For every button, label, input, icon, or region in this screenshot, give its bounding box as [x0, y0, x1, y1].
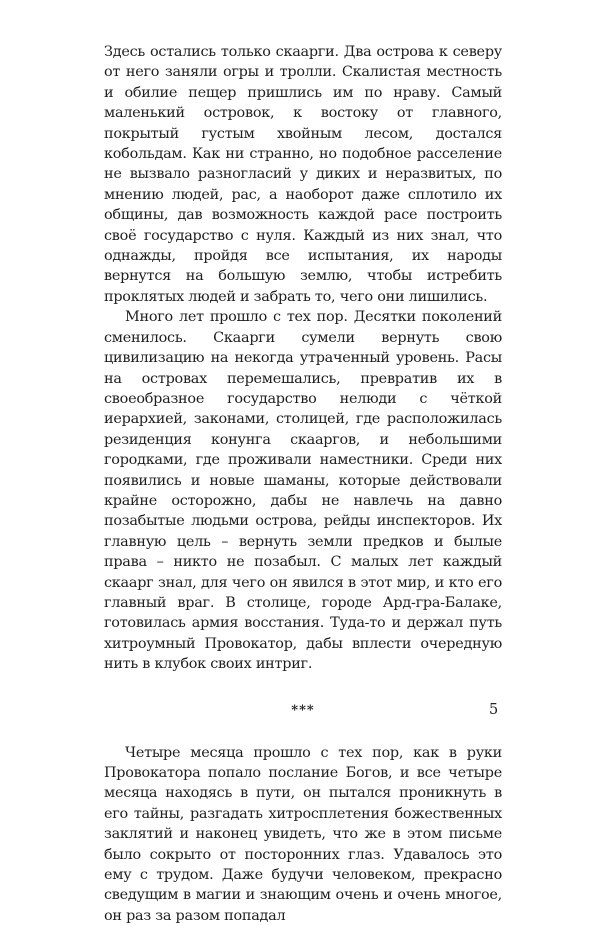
section-separator: ***: [291, 702, 315, 718]
page-number: 5: [489, 702, 499, 718]
page-body: [104, 42, 502, 926]
paragraph-1: Здесь остались только скаарги. Два острова к северу от него заняли огры и тролли. Скалистая местность и обилие пещер пришлись им по нраву. Самый маленький островок, к востоку от главного, покрытый густым хвойным лесом, достался кобольдам. Как ни странно, но подобное расселение не вызвало разногласий у диких и неразвитых, по мнению людей, рас, а наоборот даже сплотило их общины, дав возможность каждой расе построить своё государство с нуля. Каждый из них знал, что однажды, пройдя все испытания, их народы вернутся на большую землю, чтобы истребить проклятых людей и забрать то, чего они лишились.: [104, 44, 502, 305]
paragraph-3: Четыре месяца прошло с тех пор, как в руки Провокатора попало послание Богов, и все четыре месяца находясь в пути, он пытался проникнуть в его тайны, разгадать хитросплетения божественных заклятий и наконец увидеть, что же в этом письме было сокрыто от посторонних глаз. Удавалось это ему с трудом. Даже будучи человеком, прекрасно сведущим в магии и знающим очень и очень многое, он раз за разом попадал: [104, 744, 502, 924]
paragraph-2: Много лет прошло с тех пор. Десятки поколений сменилось. Скаарги сумели вернуть свою цивилизацию на некогда утраченный уровень. Расы на островах перемешались, превратив их в своеобразное государство нелюди с чёткой иерархией, законами, столицей, где расположилась резиденция конунга скааргов, и небольшими городками, где проживали наместники. Среди них появились и новые шаманы, которые действовали крайне осторожно, дабы не навлечь на давно позабытые людьми острова, рейды инспекторов. Их главную цель – вернуть земли предков и былые права – никто не позабыл. С малых лет каждый скаарг знал, для чего он явился в этот мир, и кто его главный враг. В столице, городе Ард-гра-Балаке, готовилась армия восстания. Туда-то и держал путь хитроумный Провокатор, дабы вплести очередную нить в клубок своих интриг.: [104, 309, 502, 673]
